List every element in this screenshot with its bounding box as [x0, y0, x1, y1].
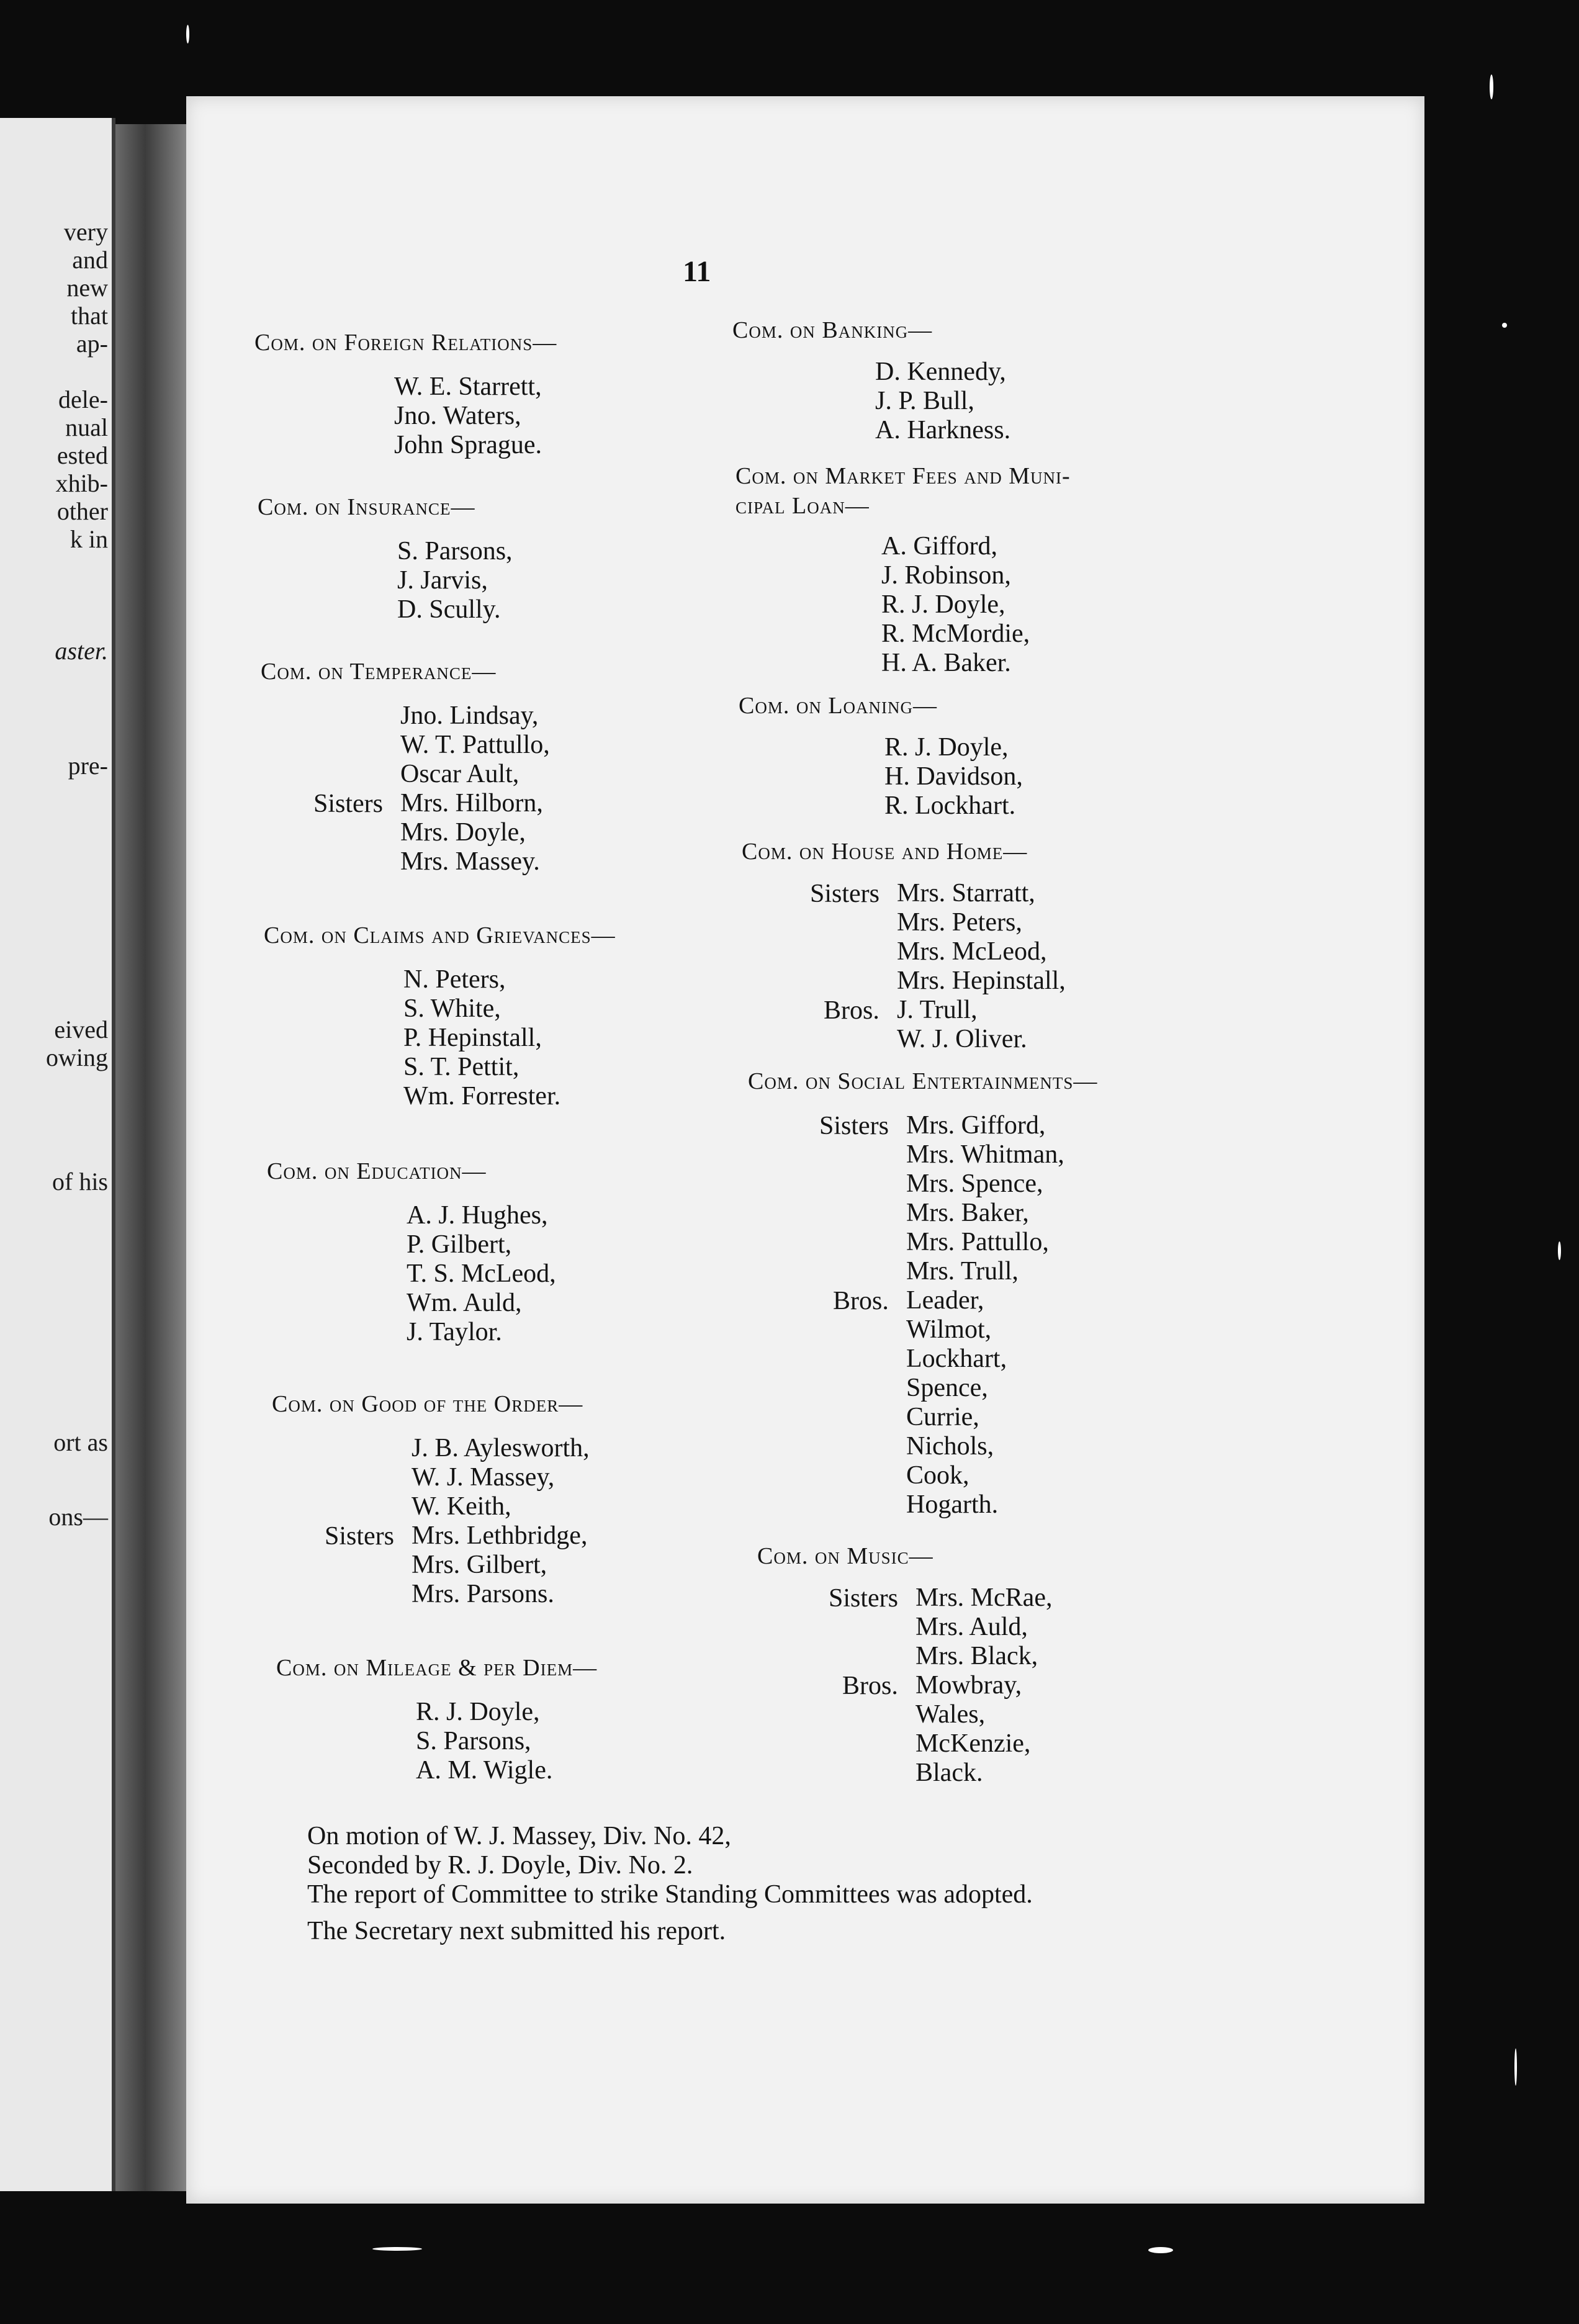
committee-heading-continued: cipal Loan— [736, 493, 870, 519]
facing-page-fragment: ap- [76, 330, 108, 358]
member-name: Leader, [906, 1286, 984, 1315]
committee-heading: Com. on Loaning— [739, 693, 938, 719]
facing-page-fragment: nual [65, 413, 108, 441]
member-name: Wilmot, [906, 1315, 992, 1344]
member-name: W. J. Oliver. [897, 1025, 1027, 1053]
member-name: J. Robinson, [881, 561, 1011, 590]
committee-block [276, 1654, 598, 1785]
member-name: Mrs. Baker, [906, 1199, 1029, 1227]
member-name: R. J. Doyle, [416, 1698, 540, 1726]
facing-page-fragment: owing [46, 1043, 108, 1071]
member-name: Wales, [915, 1700, 986, 1729]
member-name: J. P. Bull, [875, 387, 974, 415]
committee-heading: Com. on Good of the Order— [272, 1391, 583, 1417]
minutes-line: The Secretary next submitted his report. [307, 1917, 726, 1945]
facing-page-fragment: eived [54, 1016, 108, 1043]
member-name: S. White, [403, 994, 501, 1023]
member-name: Mrs. Black, [915, 1642, 1038, 1670]
facing-page-fragment: other [56, 497, 108, 525]
member-name: R. Lockhart. [884, 791, 1016, 820]
member-name: Mrs. Trull, [906, 1257, 1019, 1286]
committee-heading: Com. on Mileage & per Diem— [276, 1655, 598, 1681]
committee-heading: Com. on Insurance— [258, 494, 475, 520]
committee-block [748, 1068, 1098, 1519]
facing-page-fragment: ested [56, 441, 108, 469]
member-name: Mrs. Hepinstall, [897, 966, 1066, 995]
committee-heading: Com. on Claims and Grievances— [264, 922, 616, 948]
facing-page-fragment: aster. [55, 637, 108, 665]
member-name: W. T. Pattullo, [400, 731, 550, 759]
facing-page-fragment: ort as [53, 1428, 108, 1456]
member-title-prefix: Sisters [829, 1584, 899, 1613]
member-name: T. S. McLeod, [407, 1259, 556, 1288]
committee-block [757, 1543, 1053, 1787]
member-name: A. M. Wigle. [416, 1756, 553, 1785]
minutes-line: On motion of W. J. Massey, Div. No. 42, [307, 1822, 731, 1850]
member-title-prefix: Sisters [819, 1112, 889, 1140]
member-title-prefix: Sisters [810, 880, 880, 908]
member-name: A. Gifford, [881, 532, 998, 561]
committee-block [254, 329, 557, 459]
facing-page [0, 118, 115, 2191]
committee-block [264, 922, 616, 1110]
member-name: Mrs. Peters, [897, 908, 1022, 937]
member-name: J. Taylor. [407, 1318, 502, 1346]
member-title-prefix: Sisters [313, 790, 384, 818]
member-name: McKenzie, [915, 1729, 1031, 1758]
member-name: P. Hepinstall, [403, 1024, 542, 1052]
member-name: Mrs. Spence, [906, 1169, 1043, 1198]
member-name: Hogarth. [906, 1490, 999, 1519]
member-name: S. Parsons, [397, 537, 513, 565]
facing-page-fragment: pre- [68, 752, 108, 780]
member-name: D. Scully. [397, 595, 501, 624]
committee-heading: Com. on Market Fees and Muni- [736, 463, 1071, 489]
page-gutter [115, 124, 190, 2191]
member-name: Mrs. McRae, [915, 1583, 1053, 1612]
member-name: John Sprague. [394, 431, 542, 459]
film-scratch [372, 2247, 422, 2251]
member-name: R. McMordie, [881, 619, 1030, 648]
member-name: Spence, [906, 1374, 988, 1402]
member-name: Mrs. Starratt, [897, 879, 1035, 908]
member-name: S. Parsons, [416, 1727, 531, 1755]
committee-block [736, 462, 1071, 677]
member-name: R. J. Doyle, [881, 590, 1005, 619]
member-name: W. J. Massey, [412, 1463, 555, 1492]
committee-block [742, 838, 1066, 1053]
member-name: Mrs. McLeod, [897, 937, 1047, 966]
member-name: J. B. Aylesworth, [412, 1434, 590, 1462]
member-name: Mrs. Massey. [400, 847, 540, 876]
member-name: Mrs. Auld, [915, 1613, 1028, 1641]
member-name: Jno. Waters, [394, 402, 521, 430]
member-name: Lockhart, [906, 1344, 1007, 1373]
member-name: Mrs. Gilbert, [412, 1551, 547, 1579]
member-name: W. E. Starrett, [394, 372, 542, 401]
facing-page-fragment: that [71, 302, 108, 330]
member-name: Mrs. Parsons. [412, 1580, 554, 1608]
page-number: 11 [683, 255, 711, 288]
member-title-prefix: Bros. [842, 1672, 898, 1700]
facing-page-fragment: k in [70, 525, 108, 553]
member-name: Cook, [906, 1461, 969, 1490]
committee-heading: Com. on Social Entertainments— [748, 1068, 1098, 1094]
member-name: Mrs. Doyle, [400, 818, 526, 847]
facing-page-fragment: and [72, 246, 108, 274]
committee-block [732, 317, 1011, 444]
member-name: N. Peters, [403, 965, 506, 994]
member-title-prefix: Bros. [833, 1287, 889, 1315]
facing-page-fragment: ons— [48, 1503, 108, 1531]
minutes-line: Seconded by R. J. Doyle, Div. No. 2. [307, 1851, 693, 1880]
member-name: Mrs. Hilborn, [400, 789, 543, 817]
member-name: J. Trull, [897, 996, 978, 1024]
member-name: A. J. Hughes, [407, 1201, 548, 1230]
member-name: J. Jarvis, [397, 566, 488, 595]
member-name: Jno. Lindsay, [400, 701, 539, 730]
committee-block [739, 692, 1023, 820]
member-name: D. Kennedy, [875, 358, 1006, 386]
film-scratch [1502, 323, 1507, 328]
minutes-line: The report of Committee to strike Standing Committees was adopted. [307, 1880, 1033, 1909]
committee-block [272, 1390, 590, 1608]
member-name: Wm. Auld, [407, 1289, 522, 1317]
member-name: Currie, [906, 1403, 979, 1431]
facing-page-fragment: dele- [58, 385, 108, 413]
film-scratch [1514, 2048, 1517, 2086]
facing-page-fragment: new [66, 274, 108, 302]
facing-page-fragment: xhib- [55, 469, 108, 497]
member-name: S. T. Pettit, [403, 1053, 520, 1081]
member-name: H. A. Baker. [881, 649, 1011, 677]
member-name: Mowbray, [915, 1671, 1022, 1700]
committee-heading: Com. on Education— [267, 1158, 487, 1184]
member-name: W. Keith, [412, 1492, 511, 1521]
member-name: Nichols, [906, 1432, 994, 1461]
member-name: R. J. Doyle, [884, 733, 1009, 762]
committee-heading: Com. on Music— [757, 1543, 933, 1569]
committee-block [267, 1158, 556, 1346]
facing-page-fragment: very [63, 218, 108, 246]
committee-block [261, 658, 550, 876]
member-name: Mrs. Lethbridge, [412, 1521, 588, 1550]
member-name: P. Gilbert, [407, 1230, 512, 1259]
member-name: Mrs. Gifford, [906, 1111, 1046, 1140]
film-scratch [1148, 2247, 1173, 2253]
film-scratch [186, 25, 189, 43]
member-name: H. Davidson, [884, 762, 1023, 791]
member-name: Mrs. Whitman, [906, 1140, 1064, 1169]
member-name: Oscar Ault, [400, 760, 520, 788]
committee-heading: Com. on Banking— [732, 317, 933, 343]
film-scratch [1558, 1241, 1561, 1260]
member-name: Wm. Forrester. [403, 1082, 561, 1110]
facing-page-fragment: of his [52, 1168, 108, 1196]
committee-heading: Com. on House and Home— [742, 839, 1028, 865]
member-name: Mrs. Pattullo, [906, 1228, 1049, 1256]
member-name: Black. [915, 1759, 983, 1787]
member-title-prefix: Sisters [325, 1522, 395, 1551]
film-scratch [1490, 74, 1493, 99]
member-name: A. Harkness. [875, 416, 1011, 444]
committee-heading: Com. on Temperance— [261, 659, 497, 685]
committee-block [258, 493, 513, 624]
member-title-prefix: Bros. [824, 996, 879, 1025]
committee-heading: Com. on Foreign Relations— [254, 330, 557, 356]
minutes-footer [307, 1822, 1033, 1946]
